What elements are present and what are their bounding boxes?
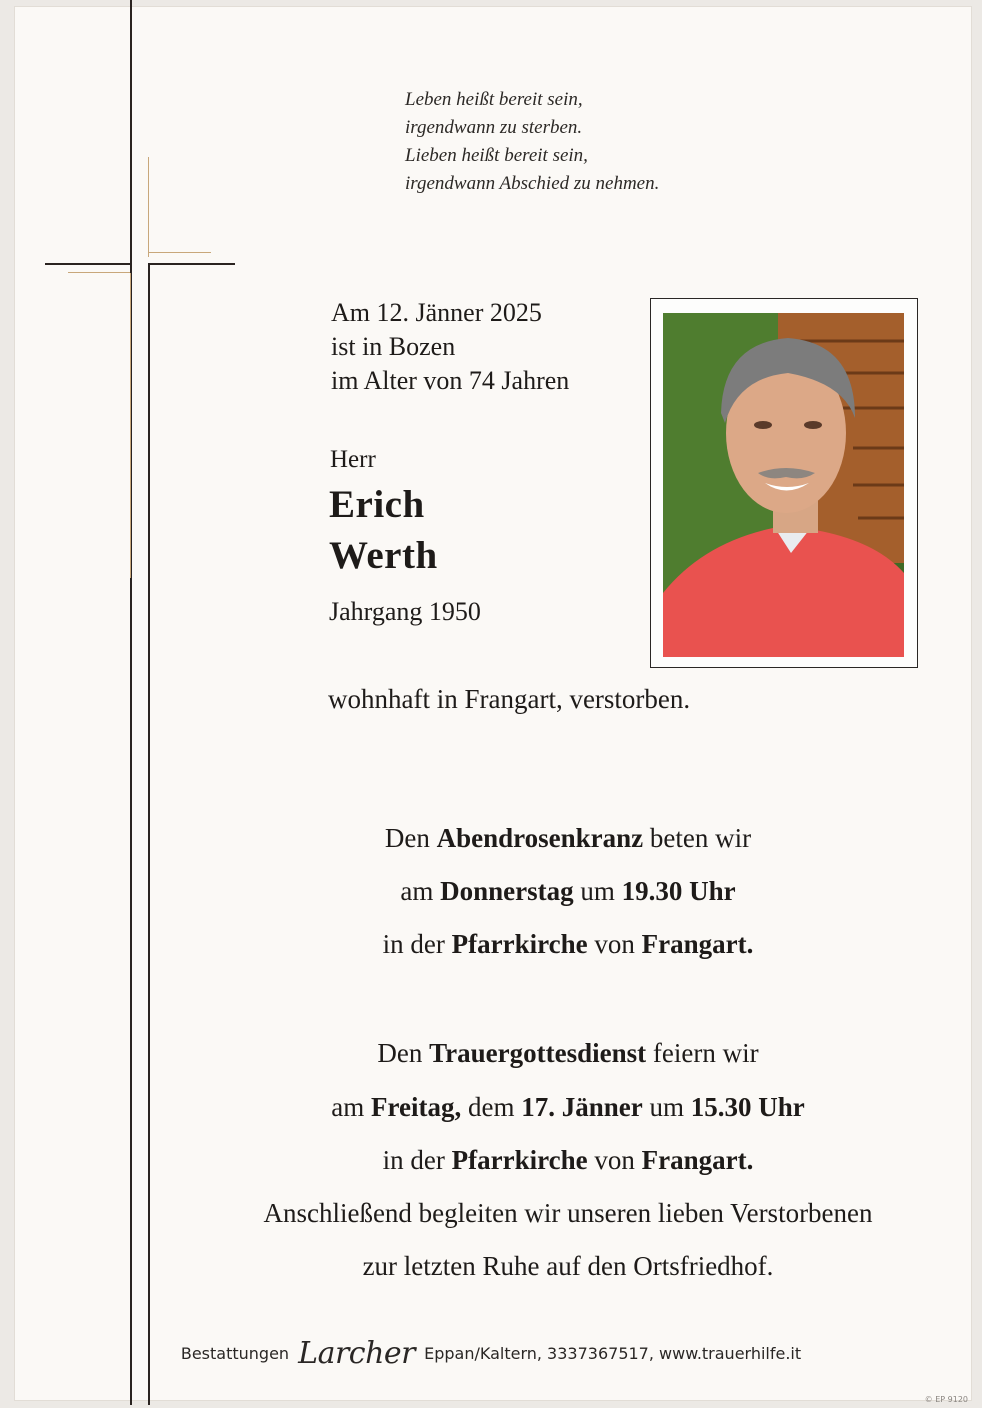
last-name: Werth [329, 534, 438, 577]
text: um [573, 876, 622, 906]
funeral-day: Freitag, [371, 1092, 462, 1122]
text: Den [384, 823, 437, 853]
text: am [331, 1092, 371, 1122]
intro-line: ist in Bozen [331, 332, 456, 361]
funeral-place: Frangart. [641, 1145, 754, 1175]
portrait-frame [650, 298, 918, 668]
salutation: Herr [330, 446, 376, 473]
poem [405, 86, 659, 198]
poem-line: irgendwann zu sterben. [405, 117, 583, 138]
text: von [587, 929, 642, 959]
text: von [587, 1145, 642, 1175]
rosary-day: Donnerstag [440, 876, 574, 906]
rosary-line-2 [138, 876, 982, 907]
text: . [746, 929, 754, 959]
rosary-place: Frangart [641, 929, 747, 959]
text: in der [382, 929, 452, 959]
funeral-date: 17. Jänner [521, 1092, 643, 1122]
first-name: Erich [329, 483, 425, 526]
footer-contact: Eppan/Kaltern, 3337367517, www.trauerhilfe.it [424, 1344, 802, 1363]
rosary-time: 19.30 Uhr [621, 876, 736, 906]
funeral-line-4: Anschließend begleiten wir unseren lieben Verstorbenen [263, 1198, 873, 1228]
text: am [400, 876, 441, 906]
residence-line: wohnhaft in Frangart, verstorben. [328, 684, 691, 714]
intro-line: im Alter von 74 Jahren [331, 366, 570, 395]
funeral-church: Pfarrkirche [451, 1145, 588, 1175]
print-code: © EP 9120 [924, 1395, 968, 1404]
funeral-line-5: zur letzten Ruhe auf den Ortsfriedhof. [362, 1251, 774, 1281]
footer-prefix: Bestattungen [180, 1344, 290, 1363]
text: dem [461, 1092, 522, 1122]
portrait-photo [663, 313, 904, 657]
text: um [642, 1092, 691, 1122]
text: feiern wir [646, 1038, 759, 1068]
poem-line: Lieben heißt bereit sein, [405, 145, 588, 166]
rosary-line-3 [138, 929, 982, 960]
poem-line: Leben heißt bereit sein, [405, 89, 583, 110]
funeral-line-1 [138, 1038, 982, 1069]
text: beten wir [643, 823, 752, 853]
rosary-label: Abendrosenkranz [436, 823, 644, 853]
undertaker-logo: Larcher [298, 1336, 416, 1371]
rosary-church: Pfarrkirche [451, 929, 588, 959]
rosary-line-1 [138, 823, 982, 854]
poem-line: irgendwann Abschied zu nehmen. [405, 173, 660, 194]
birth-year: Jahrgang 1950 [329, 597, 481, 626]
intro-line: Am 12. Jänner 2025 [331, 298, 542, 327]
funeral-line-3 [138, 1145, 982, 1176]
death-notice-intro [331, 296, 569, 398]
text: in der [382, 1145, 452, 1175]
undertaker-footer [0, 1336, 982, 1371]
funeral-line-2 [138, 1092, 982, 1123]
text: Den [377, 1038, 430, 1068]
funeral-time: 15.30 Uhr [690, 1092, 805, 1122]
funeral-label: Trauergottesdienst [429, 1038, 647, 1068]
